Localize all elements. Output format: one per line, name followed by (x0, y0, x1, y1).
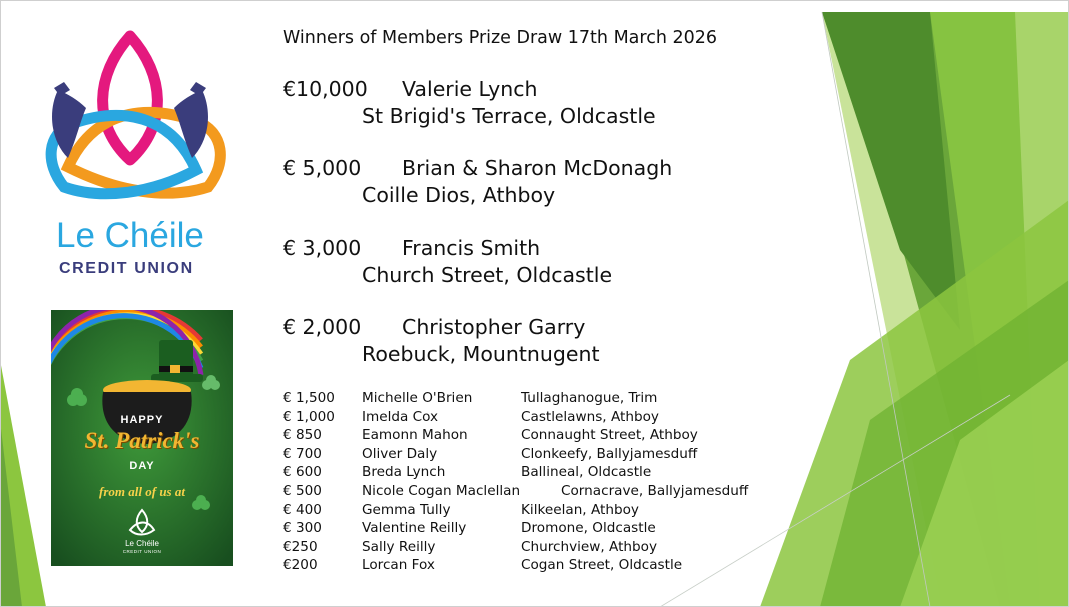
card-logo-subtitle: CREDIT UNION (122, 549, 162, 554)
card-st-patricks: St. Patrick's (84, 428, 200, 453)
winner-place: Cogan Street, Oldcastle (521, 557, 683, 574)
card-logo-name: Le Chéile (125, 539, 159, 548)
winner-address: Coille Dios, Athboy (362, 183, 556, 207)
winner-address: Church Street, Oldcastle (362, 263, 613, 287)
prize-amount: € 850 (283, 427, 322, 444)
prize-amount: € 2,000 (283, 315, 362, 339)
page-title: Winners of Members Prize Draw 17th March 2026 (283, 28, 718, 48)
winner-place: Churchview, Athboy (521, 538, 658, 555)
prize-amount: € 300 (283, 520, 322, 537)
winner-place: Castlelawns, Athboy (521, 408, 659, 425)
card-happy: HAPPY (120, 414, 164, 426)
winner-name: Valerie Lynch (402, 77, 538, 101)
winner-name: Valentine Reilly (362, 520, 467, 537)
winner-name: Michelle O'Brien (362, 390, 473, 406)
prize-amount: € 400 (283, 501, 322, 518)
winner-place: Cornacrave, Ballyjamesduff (561, 483, 749, 499)
winner-name: Imelda Cox (362, 408, 439, 425)
winner-name: Lorcan Fox (362, 557, 435, 574)
trinity-knot-logo (40, 30, 230, 215)
winner-name: Breda Lynch (362, 464, 446, 481)
prize-amount: €200 (283, 557, 318, 574)
prize-amount: € 3,000 (283, 236, 362, 260)
winner-name: Gemma Tully (362, 501, 451, 518)
winner-name: Francis Smith (402, 236, 541, 260)
prize-amount: € 700 (283, 445, 322, 462)
winner-place: Clonkeefy, Ballyjamesduff (521, 445, 698, 462)
prize-amount: €10,000 (283, 77, 368, 101)
st-patricks-card (51, 310, 233, 566)
winner-name: Nicole Cogan Maclellan (362, 483, 521, 499)
winner-place: Ballineal, Oldcastle (521, 464, 652, 481)
winner-name: Brian & Sharon McDonagh (402, 156, 673, 180)
winner-place: Dromone, Oldcastle (521, 520, 656, 537)
winner-place: Connaught Street, Athboy (521, 427, 698, 444)
logo-name: Le Chéile (56, 216, 204, 255)
winner-place: Tullaghanogue, Trim (521, 390, 658, 406)
prize-amount: € 1,500 (283, 390, 335, 406)
prize-amount: €250 (283, 538, 318, 555)
winner-name: Oliver Daly (362, 445, 438, 462)
card-day: DAY (129, 460, 155, 472)
prize-amount: € 500 (283, 483, 322, 499)
winner-name: Christopher Garry (402, 315, 586, 339)
prize-amount: € 600 (283, 464, 322, 481)
card-from: from all of us at (99, 484, 185, 499)
winner-place: Kilkeelan, Athboy (521, 501, 639, 518)
prize-amount: € 1,000 (283, 408, 335, 425)
logo-subtitle: CREDIT UNION (59, 260, 194, 277)
winner-address: St Brigid's Terrace, Oldcastle (362, 104, 656, 128)
winner-name: Sally Reilly (362, 538, 436, 555)
winner-name: Eamonn Mahon (362, 427, 468, 444)
winner-address: Roebuck, Mountnugent (362, 342, 600, 366)
prize-amount: € 5,000 (283, 156, 362, 180)
